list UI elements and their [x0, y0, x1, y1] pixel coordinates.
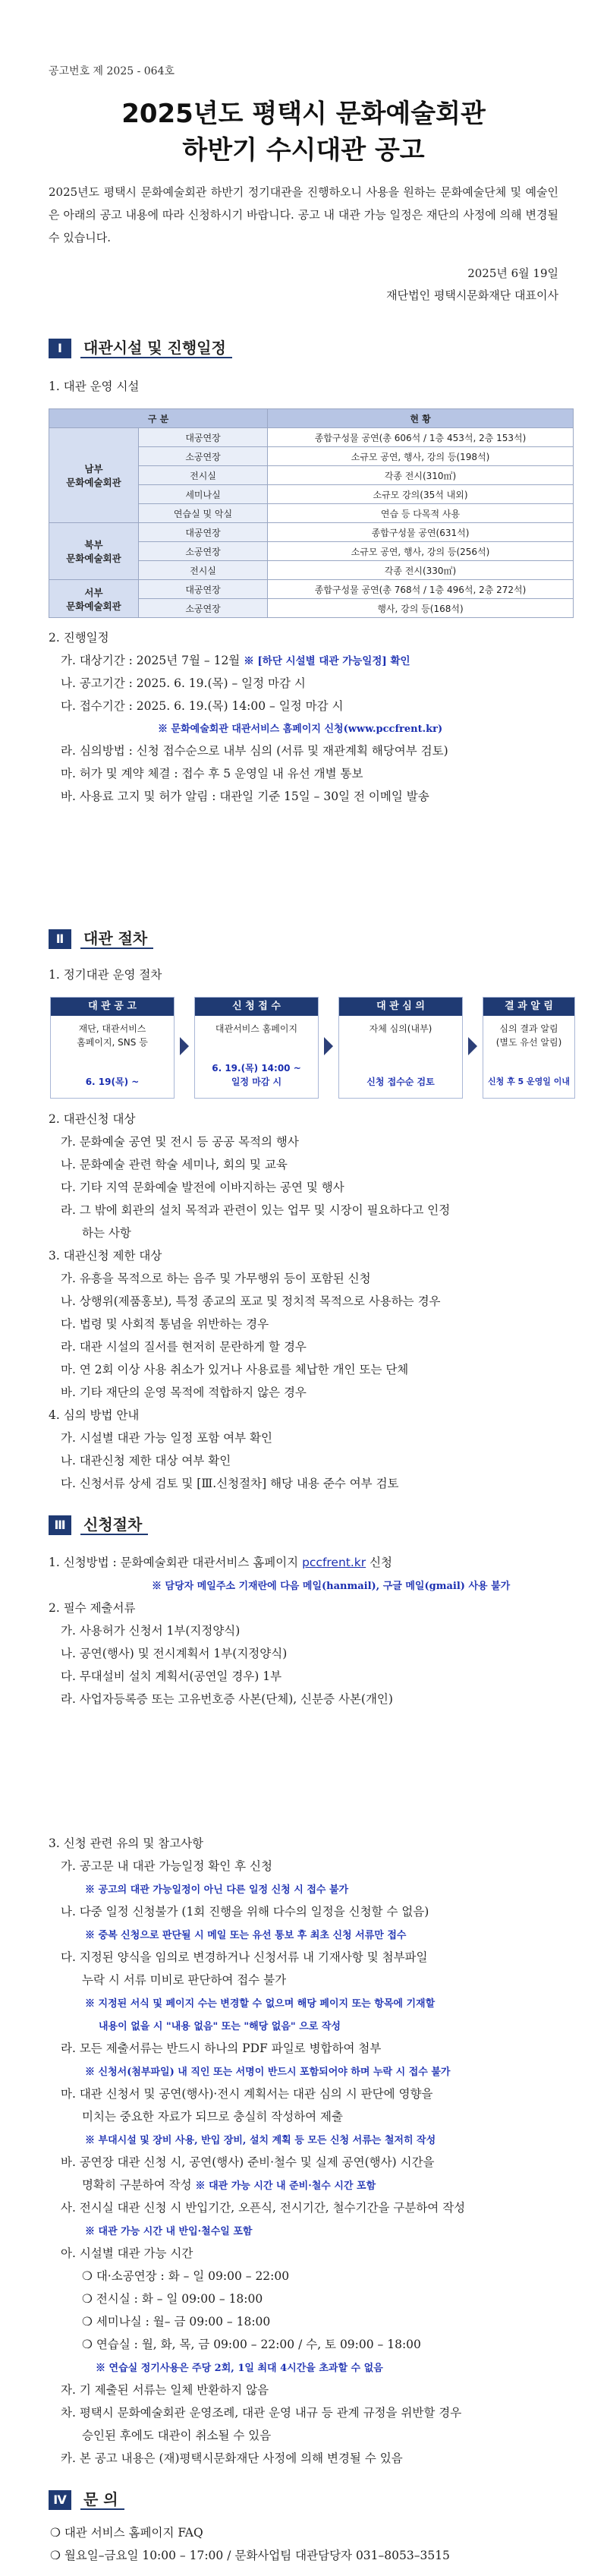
apply-method-suffix: 신청: [366, 1556, 393, 1569]
flow-step-footer: 6. 19.(목) 14:00 ~ 일정 마감 시: [212, 1063, 301, 1087]
list-note: ※ 대관 가능 시간 내 반입·철수일 포함: [85, 2226, 253, 2237]
list-item: 마. 연 2회 이상 사용 취소가 있거나 사용료를 체납한 개인 또는 단체: [61, 1363, 409, 1376]
venue-heading: 1. 대관 운영 시설: [49, 380, 140, 393]
table-row-value: 각종 전시(330㎡): [268, 561, 574, 580]
list-item: 라. 모든 제출서류는 반드시 하나의 PDF 파일로 병합하여 첨부: [61, 2042, 382, 2055]
group-west: 서부 문화예술회관: [49, 580, 139, 618]
title-line-1: 2025년도 평택시 문화예술회관: [121, 99, 486, 129]
flow-arrow-icon: [468, 1037, 477, 1055]
flow-step-title: 대 관 공 고: [51, 998, 174, 1016]
flow-arrow-icon: [180, 1037, 189, 1055]
table-row-sub: 대공연장: [139, 580, 268, 599]
list-item: 승인된 후에도 대관이 취소될 수 있음: [82, 2429, 272, 2442]
list-item: 가. 공고문 내 대관 가능일정 확인 후 신청: [61, 1859, 272, 1873]
list-item: 하는 사항: [82, 1226, 131, 1240]
table-row-sub: 대공연장: [139, 428, 268, 447]
venue-table: [49, 408, 574, 618]
table-row-sub: 대공연장: [139, 523, 268, 542]
list-item: 나. 상행위(제품홍보), 특정 종교의 포교 및 정치적 목적으로 사용하는 경우: [61, 1294, 441, 1308]
list-note: ※ 공고의 대관 가능일정이 아닌 다른 일정 신청 시 접수 불가: [85, 1884, 349, 1896]
flow-step-body: 재단, 대관서비스 홈페이지, SNS 등: [77, 1023, 148, 1048]
table-row-sub: 전시실: [139, 466, 268, 485]
section-2-title: 대관 절차: [80, 929, 153, 949]
list-item: 가. 사용허가 신청서 1부(지정양식): [61, 1624, 241, 1638]
section-3-header: [49, 1515, 148, 1535]
time-item: ❍ 대·소공연장 : 화 – 일 09:00 – 22:00: [82, 2269, 290, 2283]
table-row-value: 종합구성물 공연(총 606석 / 1층 453석, 2층 153석): [268, 428, 574, 447]
section-2-number: Ⅱ: [49, 929, 71, 949]
flow-step-footer: 신청 후 5 운영일 이내: [488, 1077, 570, 1086]
contact-faq: ❍ 대관 서비스 홈페이지 FAQ: [50, 2526, 203, 2540]
list-item: 바. 공연장 대관 신청 시, 공연(행사) 준비·철수 및 실제 공연(행사) 시간을: [61, 2155, 435, 2169]
apply-method-note: ※ 담당자 메일주소 기재란에 다음 메일(hanmail), 구글 메일(gmail) 사용 불가: [152, 1581, 511, 1592]
table-row-value: 소규모 공연, 행사, 강의 등(256석): [268, 542, 574, 561]
list-item: 가. 문화예술 공연 및 전시 등 공공 목적의 행사: [61, 1135, 299, 1149]
time-item: ❍ 연습실 : 월, 화, 목, 금 09:00 – 22:00 / 수, 토 09:00 – 18:00: [82, 2338, 421, 2351]
flow-step-body: 대관서비스 홈페이지: [215, 1023, 298, 1034]
issuer: 재단법인 평택시문화재단 대표이사: [386, 288, 558, 302]
section-1-title: 대관시설 및 진행일정: [80, 339, 232, 358]
document-number: 공고번호 제 2025 - 064호: [49, 65, 175, 77]
schedule-permit: 마. 허가 및 계약 체결 : 접수 후 5 운영일 내 유선 개별 통보: [61, 767, 363, 780]
list-item: [82, 2176, 376, 2193]
target-heading: 2. 대관신청 대상: [49, 1112, 136, 1126]
schedule-application-period: 다. 접수기간 : 2025. 6. 19.(목) 14:00 – 일정 마감 시: [61, 699, 344, 713]
flow-step-footer: 6. 19(목) ~: [85, 1077, 140, 1087]
schedule-period-text: 가. 대상기간 : 2025년 7월 – 12월: [61, 654, 244, 667]
schedule-application-note: ※ 문화예술회관 대관서비스 홈페이지 신청(www.pccfrent.kr): [158, 724, 443, 735]
flow-step-result: [483, 997, 575, 1099]
list-item: 자. 기 제출된 서류는 일체 반환하지 않음: [61, 2383, 269, 2397]
flow-step-apply: [194, 997, 319, 1099]
flow-step-body: 자체 심의(내부): [369, 1023, 432, 1034]
list-item: 나. 다중 일정 신청불가 (1회 진행을 위해 다수의 일정을 신청할 수 없음): [61, 1905, 429, 1919]
time-item: ❍ 전시실 : 화 – 일 09:00 – 18:00: [82, 2292, 263, 2306]
list-note: ※ 신청서(첨부파일) 내 직인 또는 서명이 반드시 포함되어야 하며 누락 시 접수 불가: [85, 2067, 451, 2078]
schedule-fee-notice: 바. 사용료 고지 및 허가 알림 : 대관일 기준 15일 – 30일 전 이메일 발송: [61, 790, 429, 803]
section-3-number: Ⅲ: [49, 1515, 71, 1535]
apply-method: [49, 1553, 392, 1570]
group-south: 남부 문화예술회관: [49, 428, 139, 523]
table-header-division: 구 분: [49, 409, 268, 428]
schedule-review-method: 라. 심의방법 : 신청 접수순으로 내부 심의 (서류 및 재관계획 해당여부 검토): [61, 744, 448, 758]
group-north: 북부 문화예술회관: [49, 523, 139, 580]
list-item: 카. 본 공고 내용은 (재)평택시문화재단 사정에 의해 변경될 수 있음: [61, 2451, 403, 2465]
list-item: 미치는 중요한 자료가 되므로 충실히 작성하여 제출: [82, 2110, 343, 2124]
table-row-value: 종합구성물 공연(총 768석 / 1층 496석, 2층 272석): [268, 580, 574, 599]
list-item: 차. 평택시 문화예술회관 운영조례, 대관 운영 내규 등 관계 규정을 위반할 경우: [61, 2406, 462, 2420]
list-item: 다. 신청서류 상세 검토 및 [Ⅲ.신청절차] 해당 내용 준수 여부 검토: [61, 1477, 399, 1490]
list-item: 라. 대관 시설의 질서를 현저히 문란하게 할 경우: [61, 1340, 307, 1354]
procedure-heading: 1. 정기대관 운영 절차: [49, 968, 162, 982]
table-row-sub: 연습실 및 악실: [139, 504, 268, 523]
list-note: ※ 부대시설 및 장비 사용, 반입 장비, 설치 계획 등 모든 신청 서류는 철저히 작성: [85, 2135, 436, 2146]
table-row-value: 소규모 강의(35석 내외): [268, 485, 574, 504]
notes-heading: 3. 신청 관련 유의 및 참고사항: [49, 1837, 204, 1850]
list-item: 다. 기타 지역 문화예술 발전에 이바지하는 공연 및 행사: [61, 1181, 344, 1194]
table-row-sub: 소공연장: [139, 447, 268, 466]
schedule-heading: 2. 진행일정: [49, 631, 109, 645]
apply-method-link[interactable]: pccfrent.kr: [302, 1556, 366, 1569]
list-note: ※ 연습실 정기사용은 주당 2회, 1일 최대 4시간을 초과할 수 없음: [96, 2363, 383, 2374]
list-item: 라. 그 밖에 회관의 설치 목적과 관련이 있는 업무 및 시장이 필요하다고 인정: [61, 1203, 451, 1217]
title-line-2: 하반기 수시대관 공고: [182, 135, 425, 166]
table-row-sub: 소공연장: [139, 542, 268, 561]
table-row-value: 각종 전시(310㎡): [268, 466, 574, 485]
list-item: 가. 시설별 대관 가능 일정 포함 여부 확인: [61, 1431, 272, 1445]
schedule-period: [61, 651, 410, 668]
section-1-number: Ⅰ: [49, 339, 71, 358]
announcement-date: 2025년 6월 19일: [467, 266, 558, 280]
table-row-value: 행사, 강의 등(168석): [268, 599, 574, 618]
intro-paragraph: 2025년도 평택시 문화예술회관 하반기 정기대관을 진행하오니 사용을 원하는 문화예술단체 및 예술인은 아래의 공고 내용에 따라 신청하시기 바랍니다. 공고 내 대관 가능 일정은 재단의 사정에 의해 변경될 수 있습니다.: [49, 185, 558, 244]
contact-phone: ❍ 월요일–금요일 10:00 – 17:00 / 문화사업팀 대관담당자 031–8053–3515: [50, 2549, 450, 2562]
flow-arrow-icon: [324, 1037, 333, 1055]
flow-step-body: 심의 결과 알림 (별도 유선 알림): [495, 1023, 562, 1048]
list-note: 내용이 없을 시 "내용 없음" 또는 "해당 없음" 으로 작성: [99, 2021, 341, 2032]
flow-step-footer: 신청 접수순 검토: [366, 1077, 435, 1087]
list-item: 나. 문화예술 관련 학술 세미나, 회의 및 교육: [61, 1158, 288, 1171]
list-item: 마. 대관 신청서 및 공연(행사)·전시 계획서는 대관 심의 시 판단에 영향을: [61, 2087, 433, 2101]
section-4-number: Ⅳ: [49, 2490, 71, 2510]
section-4-title: 문 의: [80, 2490, 124, 2510]
table-row-value: 종합구성물 공연(631석): [268, 523, 574, 542]
table-row-sub: 소공연장: [139, 599, 268, 618]
table-row-value: 연습 등 다목적 사용: [268, 504, 574, 523]
schedule-period-note: ※ [하단 시설별 대관 가능일정] 확인: [244, 655, 410, 667]
time-item: ❍ 세미나실 : 월– 금 09:00 – 18:00: [82, 2315, 271, 2328]
list-item: 다. 무대설비 설치 계획서(공연일 경우) 1부: [61, 1670, 282, 1683]
section-2-header: [49, 929, 153, 949]
list-item: 다. 법령 및 사회적 통념을 위반하는 경우: [61, 1317, 269, 1331]
list-note: ※ 중복 신청으로 판단될 시 메일 또는 유선 통보 후 최초 신청 서류만 접수: [85, 1930, 407, 1941]
list-item: 바. 기타 재단의 운영 목적에 적합하지 않은 경우: [61, 1386, 307, 1399]
list-item: 누락 시 서류 미비로 판단하여 접수 불가: [82, 1973, 287, 1987]
table-row-value: 소규모 공연, 행사, 강의 등(198석): [268, 447, 574, 466]
section-4-header: [49, 2490, 124, 2510]
section-1-header: [49, 339, 232, 358]
table-row-sub: 전시실: [139, 561, 268, 580]
section-3-title: 신청절차: [80, 1515, 148, 1535]
list-note: ※ 대관 가능 시간 내 준비·철수 시간 포함: [195, 2180, 376, 2192]
flow-step-review: [338, 997, 463, 1099]
list-item: 라. 사업자등록증 또는 고유번호증 사본(단체), 신분증 사본(개인): [61, 1692, 393, 1706]
documents-heading: 2. 필수 제출서류: [49, 1601, 136, 1615]
flow-step-announce: [50, 997, 175, 1099]
list-item: 사. 전시실 대관 신청 시 반입기간, 오픈식, 전시기간, 철수기간을 구분하여 작성: [61, 2201, 466, 2215]
restriction-heading: 3. 대관신청 제한 대상: [49, 1249, 162, 1263]
review-guide-heading: 4. 심의 방법 안내: [49, 1408, 140, 1422]
list-item: 나. 대관신청 제한 대상 여부 확인: [61, 1454, 231, 1468]
flow-step-title: 결 과 알 림: [483, 998, 574, 1016]
apply-method-text: 1. 신청방법 : 문화예술회관 대관서비스 홈페이지: [49, 1556, 303, 1569]
list-note: ※ 지정된 서식 및 페이지 수는 변경할 수 없으며 해당 페이지 또는 항목에 기재할: [85, 1998, 436, 2010]
table-row-sub: 세미나실: [139, 485, 268, 504]
list-item: 나. 공연(행사) 및 전시계획서 1부(지정양식): [61, 1647, 288, 1660]
list-item-text: 명확히 구분하여 작성: [82, 2178, 196, 2192]
list-item: 가. 유흥을 목적으로 하는 음주 및 가무행위 등이 포함된 신청: [61, 1272, 371, 1285]
flow-step-title: 대 관 심 의: [339, 998, 462, 1016]
list-item: 다. 지정된 양식을 임의로 변경하거나 신청서류 내 기재사항 및 첨부파일: [61, 1950, 428, 1964]
table-header-status: 현 황: [268, 409, 574, 428]
schedule-notice-period: 나. 공고기간 : 2025. 6. 19.(목) – 일정 마감 시: [61, 676, 306, 690]
flow-step-title: 신 청 접 수: [195, 998, 318, 1016]
list-item: 아. 시설별 대관 가능 시간: [61, 2247, 193, 2260]
